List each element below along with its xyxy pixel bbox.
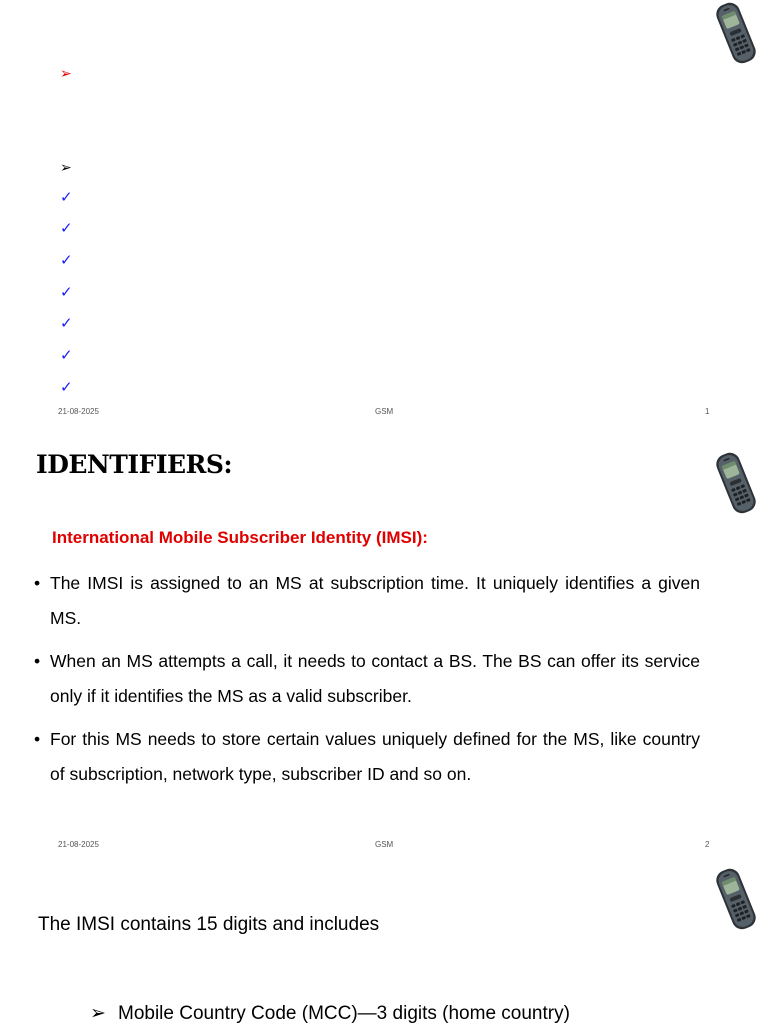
footer-date: 21-08-2025 [58, 407, 99, 416]
mobile-phone-icon [716, 866, 756, 932]
check-bullet: ✓ [60, 347, 73, 364]
arrow-bullet: ➢ [60, 159, 72, 175]
mobile-phone-icon [716, 450, 756, 516]
check-bullet: ✓ [60, 252, 73, 269]
list-item: • For this MS needs to store certain values uniquely defined for the MS, like country of subscription, network type, subscriber ID and so on. [34, 722, 700, 792]
list-item-label: Mobile Country Code (MCC)—3 digits (home country) [118, 1003, 570, 1024]
mobile-phone-icon [716, 0, 756, 66]
arrow-bullet: ➢ [60, 65, 72, 81]
check-bullet: ✓ [60, 315, 73, 332]
slide-title: IDENTIFIERS: [36, 450, 233, 479]
check-bullet: ✓ [60, 379, 73, 396]
slide-text: The IMSI contains 15 digits and includes [38, 914, 380, 935]
footer-center: GSM [375, 407, 394, 416]
footer-page-number: 2 [705, 840, 710, 849]
footer-center: GSM [375, 840, 394, 849]
bullet-list [34, 566, 700, 800]
check-bullet: ✓ [60, 189, 73, 206]
footer-date: 21-08-2025 [58, 840, 99, 849]
list-item: • The IMSI is assigned to an MS at subscription time. It uniquely identifies a given MS. [34, 566, 700, 636]
list-item [90, 1002, 570, 1025]
check-bullet: ✓ [60, 220, 73, 237]
check-bullet: ✓ [60, 284, 73, 301]
slide-3 [0, 864, 768, 1024]
footer-page-number: 1 [705, 407, 710, 416]
list-item: • When an MS attempts a call, it needs to contact a BS. The BS can offer its service only if it identifies the MS as a valid subscriber. [34, 644, 700, 714]
slide-2 [0, 432, 768, 864]
section-heading: International Mobile Subscriber Identity (IMSI): [52, 528, 428, 547]
arrow-bullet: ➢ [90, 1003, 106, 1024]
slide-1 [0, 0, 768, 432]
